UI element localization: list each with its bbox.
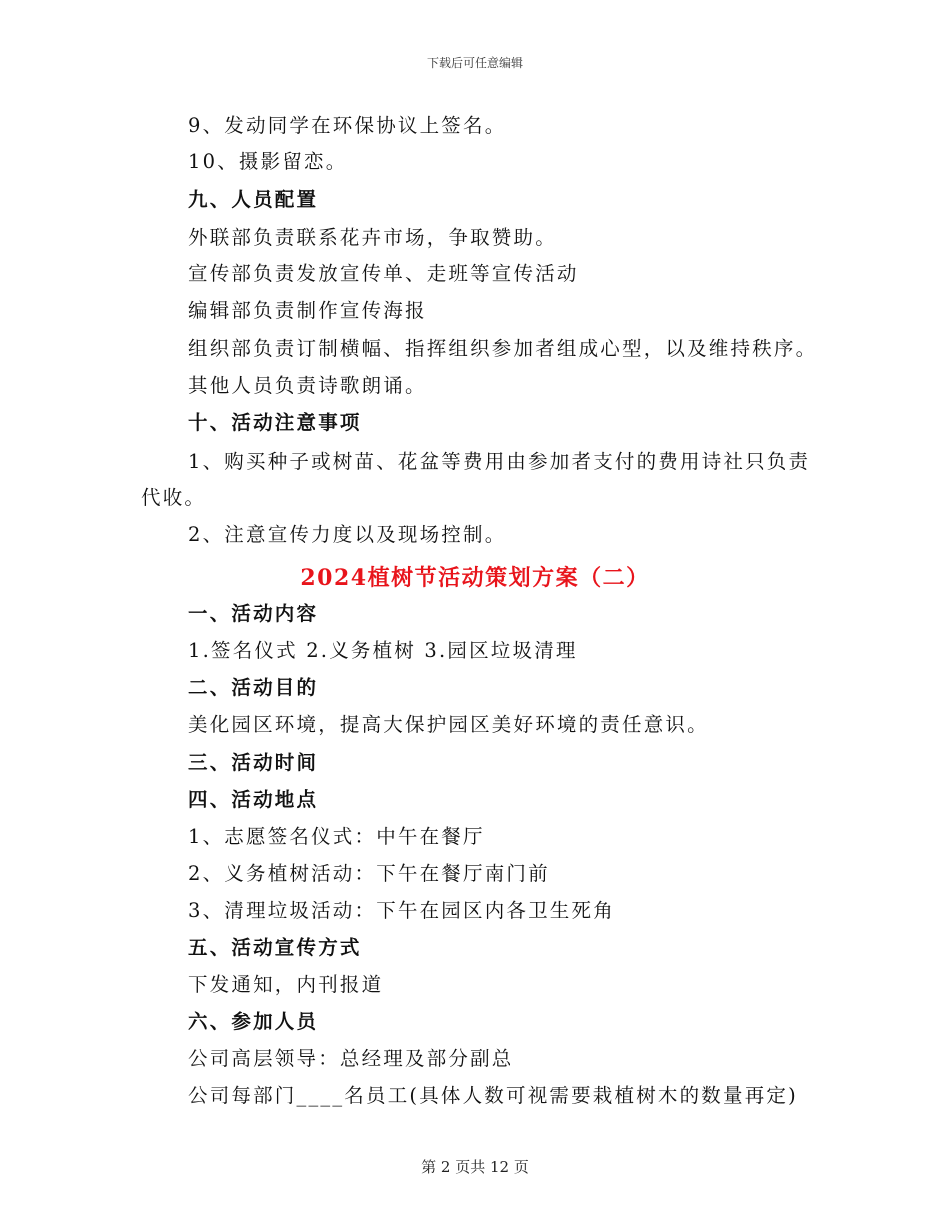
paragraph-line-continued: 代收。 (141, 486, 207, 509)
heading-staffing: 九、人员配置 (188, 188, 319, 211)
paragraph-line: 组织部负责订制横幅、指挥组织参加者组成心型，以及维持秩序。 (188, 337, 818, 360)
list-item-9: 9、发动同学在环保协议上签名。 (188, 114, 507, 137)
heading-activity-time: 三、活动时间 (188, 751, 319, 774)
heading-activity-location: 四、活动地点 (188, 788, 319, 811)
paragraph-line: 2、义务植树活动：下午在餐厅南门前 (188, 862, 550, 885)
paragraph-line: 公司每部门____名员工(具体人数可视需要栽植树木的数量再定) (188, 1084, 798, 1107)
list-item-10: 10、摄影留恋。 (188, 150, 348, 173)
paragraph-line: 3、清理垃圾活动：下午在园区内各卫生死角 (188, 899, 615, 922)
paragraph-line: 1、志愿签名仪式：中午在餐厅 (188, 825, 485, 848)
paragraph-line: 其他人员负责诗歌朗诵。 (188, 374, 427, 397)
paragraph-line: 美化园区环境，提高大保护园区美好环境的责任意识。 (188, 713, 709, 736)
paragraph-line: 外联部负责联系花卉市场，争取赞助。 (188, 226, 557, 249)
heading-promotion: 五、活动宣传方式 (188, 936, 362, 959)
paragraph-line: 宣传部负责发放宣传单、走班等宣传活动 (188, 262, 579, 285)
heading-notes: 十、活动注意事项 (188, 411, 362, 434)
paragraph-line: 编辑部负责制作宣传海报 (188, 299, 427, 322)
paragraph-line: 下发通知，内刊报道 (188, 973, 384, 996)
paragraph-line: 1.签名仪式 2.义务植树 3.园区垃圾清理 (188, 639, 578, 662)
page-footer: 第 2 页共 12 页 (421, 1158, 529, 1176)
heading-activity-content: 一、活动内容 (188, 602, 319, 625)
section-title: 2024植树节活动策划方案（二） (300, 565, 650, 591)
paragraph-line: 公司高层领导：总经理及部分副总 (188, 1047, 514, 1070)
heading-participants: 六、参加人员 (188, 1010, 319, 1033)
page-header: 下载后可任意编辑 (426, 56, 523, 70)
paragraph-line: 1、购买种子或树苗、花盆等费用由参加者支付的费用诗社只负责 (188, 450, 811, 473)
paragraph-line: 2、注意宣传力度以及现场控制。 (188, 523, 507, 546)
heading-activity-purpose: 二、活动目的 (188, 676, 319, 699)
